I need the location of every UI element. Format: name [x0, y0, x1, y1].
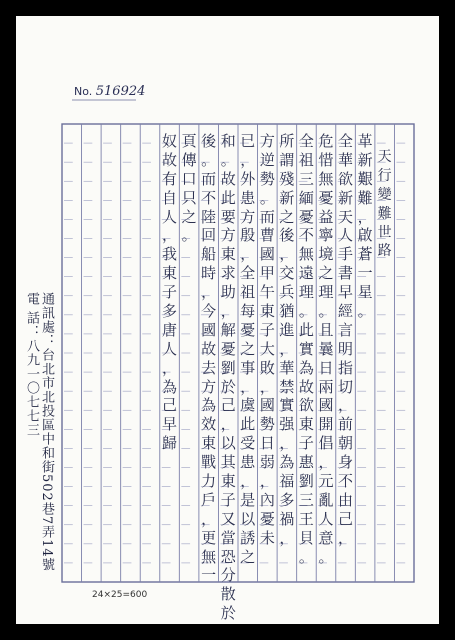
manuscript-char: 故 [298, 377, 314, 396]
manuscript-char: 欲 [338, 169, 354, 188]
manuscript-char: 世 [377, 224, 392, 241]
manuscript-char: 一 [201, 566, 217, 585]
manuscript-char: 要 [220, 207, 236, 226]
manuscript-char: 切 [338, 377, 354, 396]
manuscript-char: 且 [318, 320, 334, 339]
manuscript-char: 行 [377, 167, 392, 184]
manuscript-char: 啟 [357, 226, 373, 245]
manuscript-char: 危 [318, 132, 334, 150]
manuscript-char: 而 [259, 207, 275, 226]
manuscript-char: 此 [240, 415, 256, 434]
manuscript-char: 為 [162, 377, 178, 396]
manuscript-char: 子 [298, 434, 314, 453]
manuscript-char: 劉 [220, 358, 236, 377]
manuscript-char: 午 [259, 283, 275, 302]
manuscript-char: 全 [240, 264, 256, 283]
manuscript-char: 之 [318, 264, 334, 283]
manuscript-char: 和 [220, 132, 236, 150]
manuscript-char: ， [162, 358, 178, 377]
manuscript-char: 經 [338, 302, 354, 321]
manuscript-char: ， [338, 396, 354, 415]
manuscript-char: 去 [201, 358, 217, 377]
manuscript-char: 言 [338, 320, 354, 339]
manuscript-char: 早 [338, 283, 354, 302]
manuscript-char: 陸 [201, 207, 217, 226]
manuscript-char: 口 [181, 169, 197, 188]
manuscript-char: 憂 [318, 188, 334, 207]
manuscript-column [336, 132, 356, 548]
manuscript-char: 於 [220, 604, 236, 623]
manuscript-char: 戶 [201, 490, 217, 509]
manuscript-char: 只 [181, 188, 197, 207]
manuscript-char: 華 [338, 150, 354, 169]
manuscript-char: 東 [201, 434, 217, 453]
manuscript-char: ， [259, 377, 275, 396]
manuscript-char: 時 [201, 264, 217, 283]
manuscript-char: 己 [162, 396, 178, 415]
manuscript-char: 實 [279, 396, 295, 415]
manuscript-char: 有 [162, 169, 178, 188]
serial-number [74, 84, 145, 99]
manuscript-char: 所 [279, 132, 295, 150]
manuscript-char: 新 [279, 188, 295, 207]
manuscript-char: 人 [162, 207, 178, 226]
manuscript-char: ， [201, 509, 217, 528]
manuscript-char: 。 [357, 302, 373, 321]
manuscript-char: 虞 [240, 396, 256, 415]
manuscript-char: ， [279, 434, 295, 453]
manuscript-char: 傳 [181, 150, 197, 169]
paper-size-note: 24×25=600 [92, 590, 148, 600]
manuscript-char: 天 [377, 149, 392, 165]
manuscript-char: 此 [220, 188, 236, 207]
manuscript-char: 船 [201, 245, 217, 264]
manuscript-char: ， [338, 528, 354, 547]
manuscript-char: 緬 [298, 188, 314, 207]
manuscript-char: 兩 [318, 377, 334, 396]
manuscript-char: 不 [298, 226, 314, 245]
manuscript-column [375, 148, 395, 261]
manuscript-char: 誘 [240, 528, 256, 547]
manuscript-char: 故 [201, 339, 217, 358]
manuscript-char: 新 [338, 188, 354, 207]
manuscript-char: 方 [259, 132, 275, 150]
manuscript-char: 唐 [162, 320, 178, 339]
manuscript-column [218, 132, 238, 623]
manuscript-char: 三 [298, 169, 314, 188]
manuscript-char: 早 [162, 415, 178, 434]
manuscript-char: 以 [220, 434, 236, 453]
manuscript-char: 歸 [162, 434, 178, 453]
manuscript-char: 曹 [259, 226, 275, 245]
manuscript-char: 今 [201, 302, 217, 321]
manuscript-char: 欲 [298, 396, 314, 415]
manuscript-char: 猶 [279, 302, 295, 321]
manuscript-char: 曩 [318, 339, 334, 358]
manuscript-char: 日 [318, 358, 334, 377]
manuscript-char: 敗 [259, 358, 275, 377]
manuscript-char: 弱 [259, 453, 275, 472]
manuscript-char: 理 [298, 283, 314, 302]
manuscript-char: 身 [338, 453, 354, 472]
manuscript-char: 方 [240, 207, 256, 226]
manuscript-char: ， [240, 377, 256, 396]
manuscript-char: 。 [181, 226, 197, 245]
manuscript-char: 於 [220, 377, 236, 396]
manuscript-char: 意 [318, 528, 334, 547]
manuscript-char: 人 [338, 226, 354, 245]
manuscript-char: 謂 [279, 150, 295, 169]
manuscript-char: 國 [259, 245, 275, 264]
manuscript-char: 憂 [220, 339, 236, 358]
manuscript-char: 華 [279, 358, 295, 377]
manuscript-char: 。 [220, 150, 236, 169]
manuscript-char: 。 [318, 547, 334, 566]
manuscript-char: 未 [259, 528, 275, 547]
manuscript-char: 奴 [162, 132, 178, 150]
manuscript-char: 頁 [181, 132, 197, 150]
manuscript-char: 受 [240, 434, 256, 453]
manuscript-char: 憂 [298, 207, 314, 226]
manuscript-char: 元 [318, 472, 334, 491]
manuscript-char: 明 [338, 339, 354, 358]
manuscript-char: 朝 [338, 434, 354, 453]
manuscript-char: 國 [318, 396, 334, 415]
manuscript-char: 此 [298, 320, 314, 339]
manuscript-char: 東 [259, 302, 275, 321]
manuscript-char: ， [357, 207, 373, 226]
manuscript-char: ， [162, 226, 178, 245]
manuscript-char: 益 [318, 207, 334, 226]
manuscript-column [296, 132, 316, 566]
serial-value: 516924 [95, 84, 146, 99]
manuscript-char: 為 [279, 453, 295, 472]
manuscript-char: 殘 [279, 169, 295, 188]
manuscript-column [316, 132, 336, 566]
manuscript-char: 患 [240, 188, 256, 207]
manuscript-char: 惜 [318, 150, 334, 169]
manuscript-char: 變 [377, 186, 392, 203]
manuscript-char: 是 [240, 490, 256, 509]
manuscript-char: 多 [279, 490, 295, 509]
manuscript-char: 故 [162, 150, 178, 169]
manuscript-char: 全 [338, 132, 354, 150]
manuscript-char: 效 [201, 415, 217, 434]
address-line: 通訊處：台北市北投區中和街502巷7弄14號 [39, 292, 54, 572]
manuscript-char: 艱 [357, 169, 373, 188]
manuscript-char: ， [279, 245, 295, 264]
manuscript-char: 進 [279, 320, 295, 339]
manuscript-char: 星 [357, 283, 373, 302]
manuscript-char: 方 [201, 377, 217, 396]
manuscript-char: 回 [201, 226, 217, 245]
manuscript-char: 殷 [240, 226, 256, 245]
manuscript-sheet [16, 16, 439, 624]
manuscript-char: 福 [279, 472, 295, 491]
manuscript-char: 全 [298, 132, 314, 150]
manuscript-char: 三 [298, 490, 314, 509]
manuscript-char: 國 [201, 320, 217, 339]
manuscript-char: 境 [318, 245, 334, 264]
serial-prefix: No. [74, 85, 93, 98]
manuscript-char: 方 [220, 226, 236, 245]
manuscript-char: 祖 [240, 283, 256, 302]
manuscript-char: 自 [162, 188, 178, 207]
manuscript-char: ， [279, 339, 295, 358]
manuscript-char: 天 [338, 207, 354, 226]
manuscript-char: 憂 [240, 320, 256, 339]
mailing-address [24, 292, 54, 572]
manuscript-char: 散 [220, 585, 236, 604]
manuscript-char: 前 [338, 415, 354, 434]
manuscript-char: 寧 [318, 226, 334, 245]
manuscript-char: 子 [220, 490, 236, 509]
manuscript-char: 助 [220, 283, 236, 302]
manuscript-column [355, 132, 375, 321]
manuscript-char: 王 [298, 509, 314, 528]
manuscript-char: 難 [357, 188, 373, 207]
manuscript-char: 。 [201, 150, 217, 169]
manuscript-char: 外 [240, 169, 256, 188]
manuscript-char: 無 [318, 169, 334, 188]
manuscript-char: 多 [162, 302, 178, 321]
manuscript-char: 。 [298, 547, 314, 566]
manuscript-char: 已 [240, 132, 256, 150]
manuscript-char: 不 [338, 472, 354, 491]
manuscript-char: 路 [377, 243, 392, 260]
phone-line: 電 話：八九一〇七七三 [24, 292, 39, 438]
manuscript-char: ， [220, 415, 236, 434]
manuscript-char: ， [318, 453, 334, 472]
manuscript-char: ， [240, 150, 256, 169]
manuscript-char: 遠 [298, 264, 314, 283]
manuscript-char: 恐 [220, 547, 236, 566]
manuscript-char: 書 [338, 264, 354, 283]
manuscript-char: 每 [240, 302, 256, 321]
manuscript-char: 子 [259, 320, 275, 339]
manuscript-char: 東 [220, 245, 236, 264]
manuscript-char: 革 [357, 132, 373, 150]
manuscript-char: 己 [220, 396, 236, 415]
manuscript-char: 後 [279, 226, 295, 245]
manuscript-char: 勢 [259, 169, 275, 188]
manuscript-char: 己 [338, 509, 354, 528]
manuscript-char: 後 [201, 132, 217, 150]
manuscript-char: 倡 [318, 434, 334, 453]
manuscript-char: 以 [240, 509, 256, 528]
manuscript-char: 蒼 [357, 245, 373, 264]
manuscript-char: 。 [298, 302, 314, 321]
manuscript-char: 東 [220, 472, 236, 491]
manuscript-char: 强 [279, 415, 295, 434]
manuscript-char: 之 [181, 207, 197, 226]
manuscript-char: 一 [357, 264, 373, 283]
manuscript-char: 逆 [259, 150, 275, 169]
manuscript-char: 無 [201, 547, 217, 566]
manuscript-column [238, 132, 258, 566]
manuscript-char: 當 [220, 528, 236, 547]
manuscript-column [257, 132, 277, 548]
manuscript-char: 人 [162, 339, 178, 358]
manuscript-char: 求 [220, 264, 236, 283]
manuscript-char: 國 [259, 396, 275, 415]
manuscript-char: ， [279, 528, 295, 547]
manuscript-char: 由 [338, 490, 354, 509]
manuscript-char: 力 [201, 472, 217, 491]
manuscript-column [160, 132, 180, 453]
manuscript-char: 兵 [279, 283, 295, 302]
manuscript-column [179, 132, 199, 245]
manuscript-char: ， [201, 283, 217, 302]
manuscript-char: 禍 [279, 509, 295, 528]
manuscript-char: 之 [240, 339, 256, 358]
manuscript-char: 我 [162, 245, 178, 264]
manuscript-char: 祖 [298, 150, 314, 169]
manuscript-char: 劉 [298, 472, 314, 491]
manuscript-char: 而 [201, 169, 217, 188]
manuscript-char: 更 [201, 528, 217, 547]
manuscript-char: 。 [318, 302, 334, 321]
manuscript-char: 不 [201, 188, 217, 207]
manuscript-char: 禁 [279, 377, 295, 396]
manuscript-char: 無 [298, 245, 314, 264]
manuscript-column [199, 132, 219, 585]
manuscript-char: 手 [338, 245, 354, 264]
manuscript-char: 為 [201, 396, 217, 415]
manuscript-char: ， [259, 472, 275, 491]
manuscript-char: 人 [318, 509, 334, 528]
manuscript-char: 患 [240, 453, 256, 472]
manuscript-char: 交 [279, 264, 295, 283]
manuscript-char: 故 [220, 169, 236, 188]
manuscript-char: 東 [162, 264, 178, 283]
manuscript-char: 解 [220, 320, 236, 339]
manuscript-char: 理 [318, 283, 334, 302]
manuscript-char: 分 [220, 566, 236, 585]
manuscript-char: 指 [338, 358, 354, 377]
manuscript-char: 之 [240, 547, 256, 566]
manuscript-char: 開 [318, 415, 334, 434]
manuscript-char: 勢 [259, 415, 275, 434]
manuscript-char: 貝 [298, 528, 314, 547]
manuscript-char: 事 [240, 358, 256, 377]
manuscript-column [277, 132, 297, 548]
manuscript-char: 新 [357, 150, 373, 169]
manuscript-char: 子 [162, 283, 178, 302]
manuscript-char: 實 [298, 339, 314, 358]
manuscript-char: 惠 [298, 453, 314, 472]
manuscript-char: 又 [220, 509, 236, 528]
manuscript-char: 甲 [259, 264, 275, 283]
manuscript-char: 亂 [318, 490, 334, 509]
manuscript-char: 大 [259, 339, 275, 358]
manuscript-char: 東 [298, 415, 314, 434]
manuscript-char: 戰 [201, 453, 217, 472]
manuscript-char: 日 [259, 434, 275, 453]
manuscript-char: 之 [279, 207, 295, 226]
manuscript-char: ， [240, 472, 256, 491]
manuscript-char: ， [220, 302, 236, 321]
manuscript-char: ， [240, 245, 256, 264]
manuscript-char: 。 [259, 188, 275, 207]
manuscript-char: 為 [298, 358, 314, 377]
manuscript-char: 其 [220, 453, 236, 472]
manuscript-char: 難 [377, 205, 392, 222]
manuscript-char: 內 [259, 490, 275, 509]
manuscript-char: 憂 [259, 509, 275, 528]
